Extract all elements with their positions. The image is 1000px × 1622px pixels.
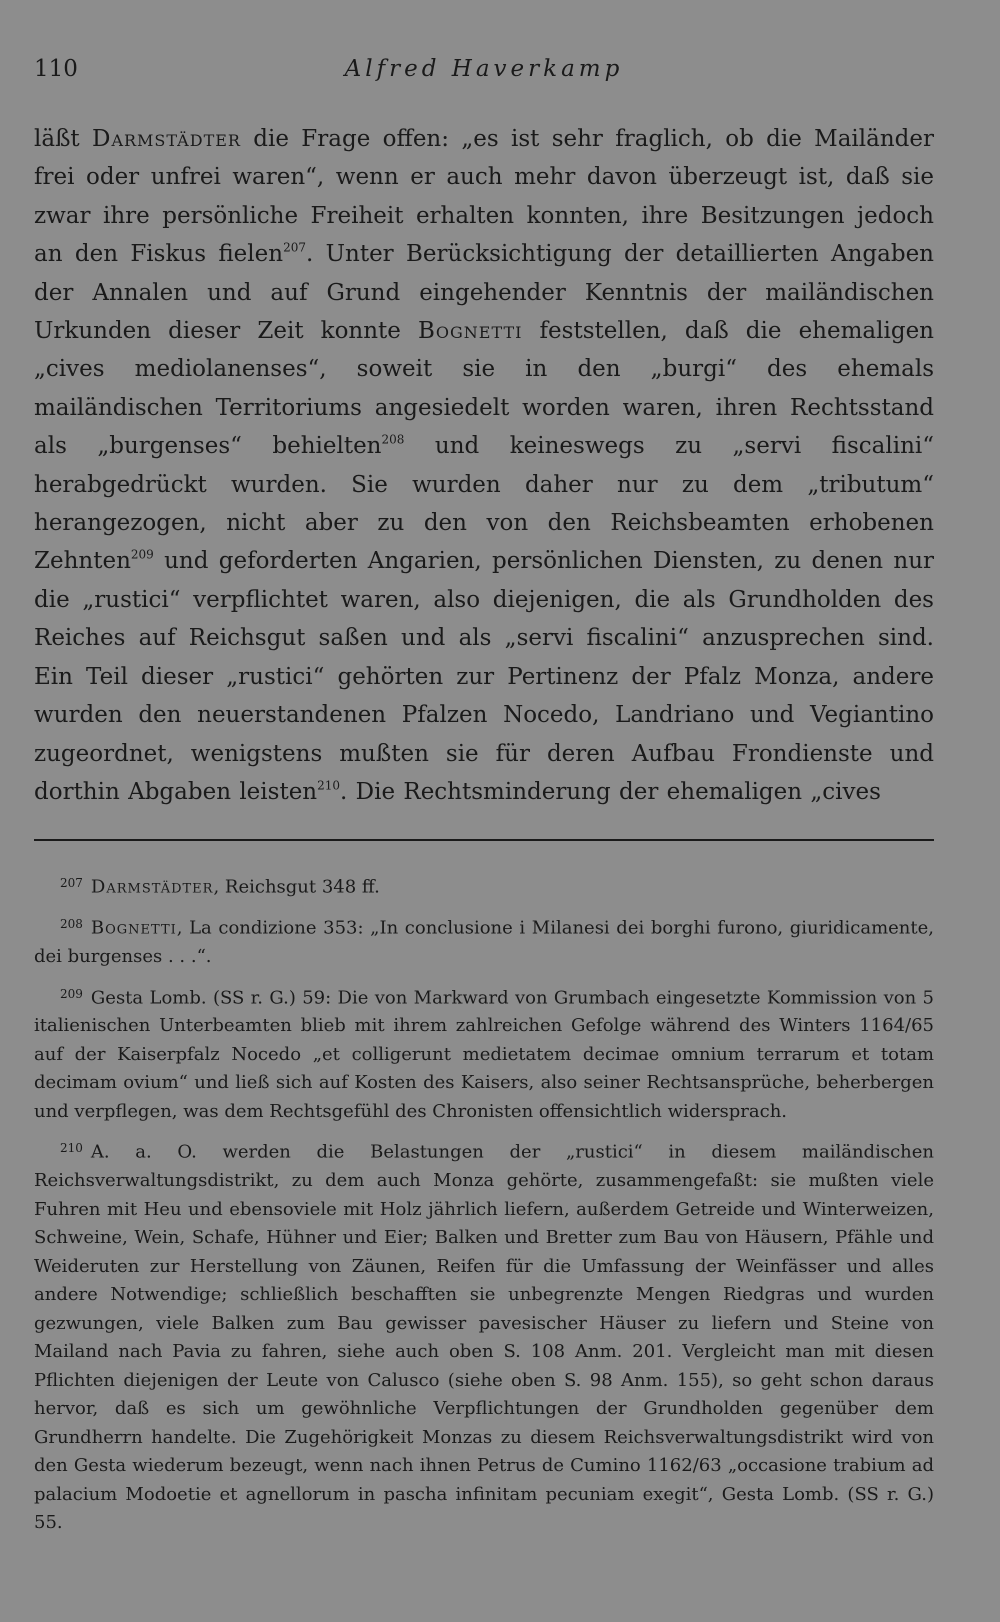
- book-page: [34, 50, 934, 1546]
- body-text-segment: . Die Rechtsminderung der ehemaligen „cives: [340, 778, 881, 805]
- footnote-209: [34, 980, 934, 1127]
- footnote-210: [34, 1134, 934, 1537]
- footnote-number: 210: [60, 1141, 83, 1156]
- body-paragraph: [34, 120, 934, 811]
- footnote-207: [34, 869, 934, 902]
- footnote-number: 209: [60, 986, 83, 1001]
- footnote-divider: [34, 839, 934, 841]
- footnote-ref-210[interactable]: 210: [317, 778, 341, 793]
- footnote-text: , La condizione 353: „In conclusione i Milanesi dei borghi furono, giuridicamente, dei burgenses . . .“.: [34, 917, 934, 968]
- running-head: Alfred Haverkamp: [344, 56, 624, 82]
- body-text-segment: feststellen, daß die ehemaligen „cives mediolanenses“, soweit sie in den „burgi“ des ehemals mailändischen Territoriums angesiedelt worden waren, ihren Rechtsstand als „burgenses“ behielten: [34, 318, 934, 460]
- footnote-number: 208: [60, 917, 83, 932]
- page-number: 110: [34, 56, 78, 82]
- footnote-208: [34, 910, 934, 971]
- body-text-segment: die Frage offen: „es ist sehr fraglich, ob die Mailänder frei oder unfrei waren“, wenn er auch mehr davon überzeugt ist, daß sie zwar ihre persönliche Freiheit erhalten konnten, ihre Besitzungen jedoch an den Fiskus fielen: [34, 126, 934, 268]
- footnotes: [34, 869, 934, 1538]
- footnote-text: , Reichsgut 348 ff.: [213, 876, 380, 898]
- author-name: Darmstädter: [90, 876, 214, 898]
- body-text-segment: und keineswegs zu „servi fiscalini“ herabgedrückt wurden. Sie wurden daher nur zu dem „tributum“ herangezogen, nicht aber zu den von den Reichsbeamten erhobenen Zehnten: [34, 433, 935, 575]
- footnote-number: 207: [60, 876, 83, 891]
- footnote-text: Gesta Lomb. (SS r. G.) 59: Die von Markward von Grumbach eingesetzte Kommission von 5 italienischen Unterbeamten blieb mit ihrem zahlreichen Gefolge während des Winters 1164/65 auf der Kaiserpfalz Nocedo „et colligerunt medietatem decimae omnium terrarum et totam decimam ovium“ und ließ sich auf Kosten des Kaisers, also seiner Rechtsansprüche, beherbergen und verpflegen, was dem Rechtsgefühl des Chronisten offensichtlich widersprach.: [34, 986, 934, 1122]
- page-header: [34, 50, 934, 90]
- author-name: Darmstädter: [92, 126, 241, 152]
- body-text-segment: läßt: [34, 126, 92, 152]
- footnote-ref-209[interactable]: 209: [130, 547, 154, 562]
- body-text-segment: . Unter Berücksichtigung der detaillierten Angaben der Annalen und auf Grund eingehender Kenntnis der mailändischen Urkunden dieser Zeit konnte: [34, 241, 934, 345]
- footnote-text: A. a. O. werden die Belastungen der „rustici“ in diesem mailändischen Reichsverwaltungsdistrikt, zu dem auch Monza gehörte, zusammengefaßt: sie mußten viele Fuhren mit Heu und ebensoviele mit Holz jährlich liefern, außerdem Getreide und Winterweizen, Schweine, Wein, Schafe, Hühner und Eier; Balken und Bretter zum Bau von Häusern, Pfähle und Weideruten zur Herstellung von Zäunen, Reifen für die Umfassung der Weinfässer und alles andere Notwendige; schließlich beschafften sie unbegrenzte Mengen Riedgras und wurden gezwungen, viele Balken zum Bau gewisser pavesischer Häuser zu liefern und Steine von Mailand nach Pavia zu fahren, siehe auch oben S. 108 Anm. 201. Vergleicht man mit diesen Pflichten diejenigen der Leute von Calusco (siehe oben S. 98 Anm. 155), so geht schon daraus hervor, daß es sich um gewöhnliche Verpflichtungen der Grundholden gegenüber dem Grundherrn handelte. Die Zugehörigkeit Monzas zu diesem Reichsverwaltungsdistrikt wird von den Gesta wiederum bezeugt, wenn nach ihnen Petrus de Cumino 1162/63 „occasione trabium ad palacium Modoetie et agnellorum in pascha infinitam pecuniam exegit“, Gesta Lomb. (SS r. G.) 55.: [34, 1141, 934, 1534]
- author-name: Bognetti: [90, 917, 177, 939]
- footnote-ref-208[interactable]: 208: [381, 432, 405, 447]
- author-name: Bognetti: [418, 318, 523, 345]
- body-text-segment: und geforderten Angarien, persönlichen Diensten, zu denen nur die „rustici“ verpflichtet waren, also diejenigen, die als Grundholden des Reiches auf Reichsgut saßen und als „servi fiscalini“ anzusprechen sind. Ein Teil dieser „rustici“ gehörten zur Pertinenz der Pfalz Monza, andere wurden den neuerstandenen Pfalzen Nocedo, Landriano und Vegiantino zugeordnet, wenigstens mußten sie für deren Aufbau Frondienste und dorthin Abgaben leisten: [34, 548, 934, 805]
- footnote-ref-207[interactable]: 207: [283, 240, 306, 255]
